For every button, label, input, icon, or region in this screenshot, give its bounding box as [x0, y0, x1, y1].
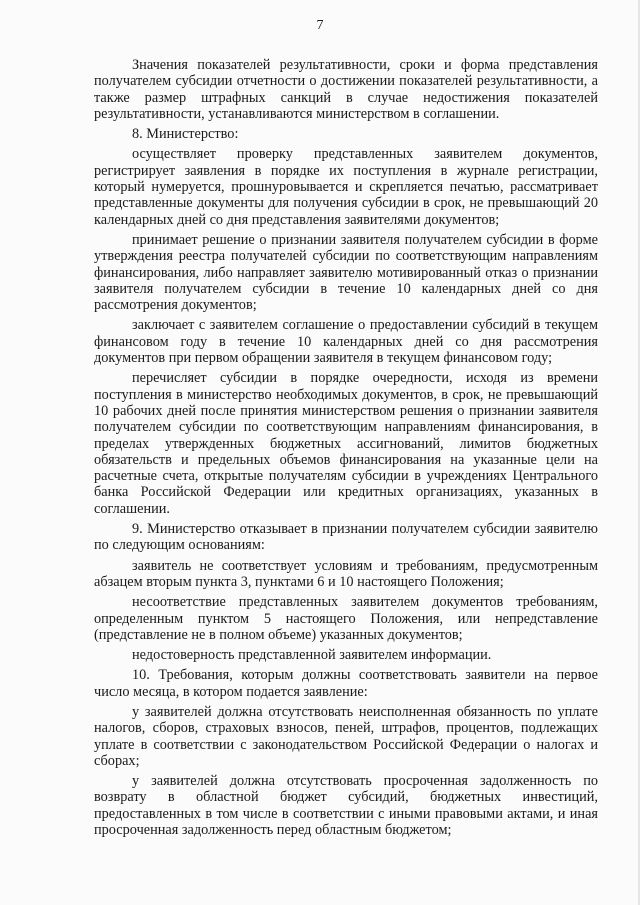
paragraph-refusal-documents: несоответствие представленных заявителем документов требованиям, определенным пунктом 5 настоящего Положения, или непредставление (представление не в полном объеме) указанных документов; [94, 594, 598, 643]
page-number: 7 [316, 18, 324, 33]
paragraph-check-documents: осуществляет проверку представленных заявителем документов, регистрирует заявления в порядке их поступления в журнале регистрации, который нумеруется, прошнуровывается и скрепляется печатью, рассматривает представленные документы для получения субсидии в срок, не превышающий 20 календарных дней со дня представления заявителями документов; [94, 146, 598, 228]
paragraph-refusal-info: недостоверность представленной заявителем информации. [132, 647, 492, 664]
paragraph-decision: принимает решение о признании заявителя получателем субсидии в форме утверждения реестра получателей субсидии по соответствующим направлениям финансирования, либо направляет заявителю мотивированный отказ о признании заявителя получателем субсидии в течение 10 календарных дней со дня рассмотрения документов; [94, 231, 598, 314]
paragraph-indicators: Значения показателей результативности, сроки и форма представления получателем субсидии отчетности о достижении показателей результативности, а также размер штрафных санкций в случае недостижения показателей результативности, устанавливаются министерством в соглашении. [94, 57, 598, 122]
paragraph-item-8-heading: 8. Министерство: [132, 126, 239, 143]
paragraph-agreement: заключает с заявителем соглашение о предоставлении субсидий в текущем финансовом году в течение 10 календарных дней со дня рассмотрения документов при первом обращении заявителя в текущем финансовом году; [94, 317, 598, 367]
paragraph-transfer: перечисляет субсидии в порядке очередности, исходя из времени поступления в министерство необходимых документов, в срок, не превышающий 10 рабочих дней после принятия министерством решения о признании заявителя получателем субсидии по соответствующим направлениям финансирования, в пределах утвержденных бюджетных ассигнований, лимитов бюджетных обязательств и предельных объемов финансирования на указанные цели на расчетные счета, открытые получателям субсидии в учреждениях Центрального банка Российской Федерации или кредитных организациях, указанных в соглашении. [94, 370, 598, 517]
paragraph-requirement-taxes: у заявителей должна отсутствовать неисполненная обязанность по уплате налогов, сборов, страховых взносов, пеней, штрафов, процентов, подлежащих уплате в соответствии с законодательством Российской Федерации о налогах и сборах; [94, 703, 598, 769]
paragraph-item-10-heading: 10. Требования, которым должны соответствовать заявители на первое число месяца, в котором подается заявление: [94, 667, 598, 700]
paragraph-requirement-debt: у заявителей должна отсутствовать просроченная задолженность по возврату в областной бюджет субсидий, бюджетных инвестиций, предоставленных в том числе в соответствии с иными правовыми актами, и иная просроченная задолженность перед областным бюджетом; [94, 773, 598, 839]
paragraph-refusal-conditions: заявитель не соответствует условиям и требованиям, предусмотренным абзацем вторым пункта 3, пунктами 6 и 10 настоящего Положения; [94, 557, 598, 590]
paragraph-item-9-heading: 9. Министерство отказывает в признании получателем субсидии заявителю по следующим основаниям: [94, 521, 598, 554]
document-body [94, 57, 598, 838]
